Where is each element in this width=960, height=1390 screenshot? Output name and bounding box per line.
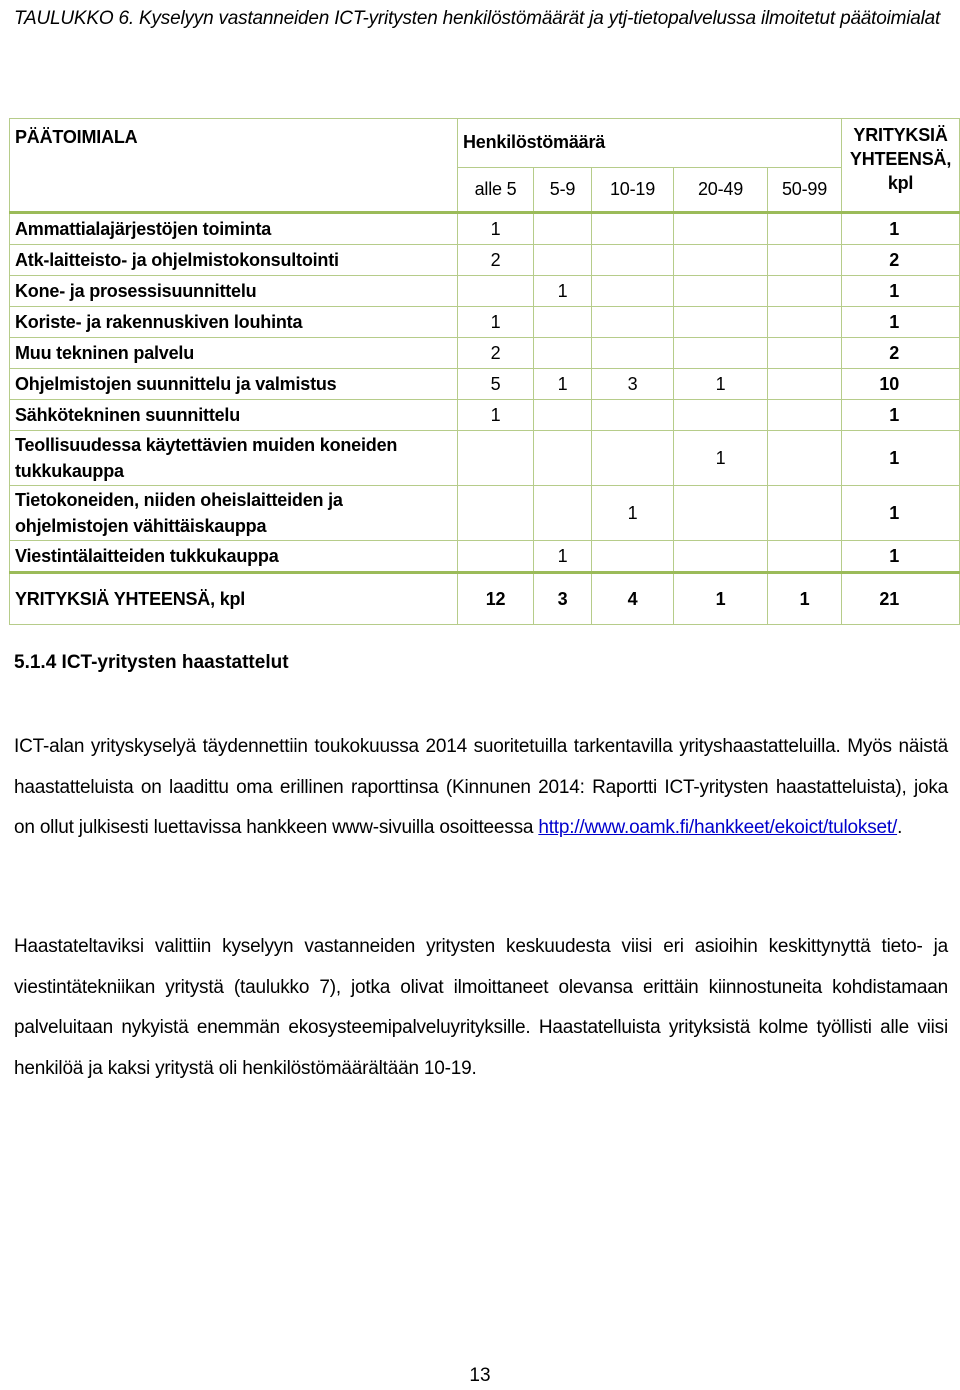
- paragraph-selection: Haastateltaviksi valittiin kyselyyn vastanneiden yritysten keskuudesta viisi eri asioihin keskittynyttä tieto- ja viestintätekniikan yritystä (taulukko 7), jotka olivat ilmoittaneet olevansa erittäin kiinnostuneita kohdistamaan palveluitaan nykyistä enemmän ekosysteemipalveluyrityksille. Haastatelluista yrityksistä kolme työllisti alle viisi henkilöä ja kaksi yritystä oli henkilöstömäärältään 10-19.: [14, 936, 948, 1079]
- cell: 1: [458, 400, 534, 431]
- cell: [458, 431, 534, 486]
- cell: [674, 276, 768, 307]
- table-row: [10, 541, 960, 573]
- cell: [592, 307, 674, 338]
- sum-cell: 1: [768, 573, 842, 625]
- table-row: [10, 245, 960, 276]
- cell: [592, 245, 674, 276]
- row-label: Ammattialajärjestöjen toiminta: [10, 213, 458, 245]
- cell: [534, 338, 592, 369]
- row-label: Sähkötekninen suunnittelu: [10, 400, 458, 431]
- cell: [768, 276, 842, 307]
- cell: 1: [674, 369, 768, 400]
- cell: [674, 213, 768, 245]
- cell: 5: [458, 369, 534, 400]
- sum-label: YRITYKSIÄ YHTEENSÄ, kpl: [10, 573, 458, 625]
- cell: [458, 276, 534, 307]
- cell: [674, 307, 768, 338]
- cell: [768, 338, 842, 369]
- table-row: [10, 431, 960, 486]
- cell: 2: [458, 245, 534, 276]
- cell: [674, 486, 768, 541]
- row-label: Atk-laitteisto- ja ohjelmistokonsultointi: [10, 245, 458, 276]
- cell: [534, 245, 592, 276]
- cell: [768, 431, 842, 486]
- header-staff-count: Henkilöstömäärä: [458, 119, 842, 168]
- cell: 2: [458, 338, 534, 369]
- cell: [534, 431, 592, 486]
- sum-cell: 4: [592, 573, 674, 625]
- staff-size-table: [9, 118, 960, 625]
- section-heading: 5.1.4 ICT-yritysten haastattelut: [14, 652, 289, 673]
- table-row: [10, 369, 960, 400]
- cell: [768, 307, 842, 338]
- row-total: 1: [842, 276, 960, 307]
- header-size-col: 10-19: [592, 167, 674, 212]
- results-link[interactable]: http://www.oamk.fi/hankkeet/ekoict/tulokset/: [538, 817, 898, 838]
- cell: 1: [458, 213, 534, 245]
- sum-row: [10, 573, 960, 625]
- row-total: 2: [842, 338, 960, 369]
- cell: 1: [592, 486, 674, 541]
- page-number: 13: [469, 1365, 491, 1386]
- cell: [592, 213, 674, 245]
- sum-cell: 1: [674, 573, 768, 625]
- row-total: 1: [842, 400, 960, 431]
- table-caption: TAULUKKO 6. Kyselyyn vastanneiden ICT-yritysten henkilöstömäärät ja ytj-tietopalvelussa ilmoitetut päätoimialat: [14, 8, 941, 29]
- cell: [674, 338, 768, 369]
- cell: [674, 541, 768, 573]
- header-size-col: alle 5: [458, 167, 534, 212]
- row-total: 10: [842, 369, 960, 400]
- cell: [674, 245, 768, 276]
- sum-cell: 3: [534, 573, 592, 625]
- cell: [768, 541, 842, 573]
- cell: [592, 276, 674, 307]
- row-label: Koriste- ja rakennuskiven louhinta: [10, 307, 458, 338]
- cell: 1: [534, 541, 592, 573]
- cell: [534, 400, 592, 431]
- paragraph-text: ICT-alan yrityskyselyä täydennettiin toukokuussa 2014 suoritetuilla tarkentavilla yrityshaastatteluilla. Myös näistä haastatteluista on laadittu oma erillinen raporttinsa (Kinnunen 2014: Raportti ICT-yritysten haastatteluista), joka on ollut julkisesti luettavissa hankkeen www-sivuilla osoitteessa: [14, 736, 948, 838]
- cell: [768, 486, 842, 541]
- row-label: Teollisuudessa käytettävien muiden koneiden tukkukauppa: [10, 431, 458, 486]
- cell: [592, 338, 674, 369]
- cell: [534, 213, 592, 245]
- cell: [768, 400, 842, 431]
- cell: [534, 486, 592, 541]
- cell: 1: [674, 431, 768, 486]
- row-total: 1: [842, 307, 960, 338]
- row-total: 1: [842, 431, 960, 486]
- paragraph-end: .: [897, 817, 903, 838]
- header-size-col: 5-9: [534, 167, 592, 212]
- cell: [768, 213, 842, 245]
- table-row: [10, 307, 960, 338]
- row-total: 1: [842, 541, 960, 573]
- cell: 3: [592, 369, 674, 400]
- cell: 1: [534, 276, 592, 307]
- cell: [674, 400, 768, 431]
- row-label: Muu tekninen palvelu: [10, 338, 458, 369]
- sum-cell: 12: [458, 573, 534, 625]
- cell: [592, 400, 674, 431]
- header-size-col: 20-49: [674, 167, 768, 212]
- cell: [458, 541, 534, 573]
- row-total: 1: [842, 486, 960, 541]
- cell: [768, 369, 842, 400]
- row-label: Viestintälaitteiden tukkukauppa: [10, 541, 458, 573]
- table-row: [10, 486, 960, 541]
- cell: [592, 431, 674, 486]
- cell: [768, 245, 842, 276]
- row-total: 1: [842, 213, 960, 245]
- header-total: YRITYKSIÄ YHTEENSÄ, kpl: [842, 119, 960, 213]
- row-label: Kone- ja prosessisuunnittelu: [10, 276, 458, 307]
- cell: [458, 486, 534, 541]
- cell: [592, 541, 674, 573]
- cell: [534, 307, 592, 338]
- table-row: [10, 213, 960, 245]
- table-row: [10, 400, 960, 431]
- table-row: [10, 338, 960, 369]
- header-main-industry: PÄÄTOIMIALA: [10, 119, 458, 213]
- cell: 1: [534, 369, 592, 400]
- header-size-col: 50-99: [768, 167, 842, 212]
- paragraph-interviews: [14, 727, 948, 849]
- row-label: Tietokoneiden, niiden oheislaitteiden ja ohjelmistojen vähittäiskauppa: [10, 486, 458, 541]
- cell: 1: [458, 307, 534, 338]
- row-total: 2: [842, 245, 960, 276]
- table-row: [10, 276, 960, 307]
- row-label: Ohjelmistojen suunnittelu ja valmistus: [10, 369, 458, 400]
- sum-total: 21: [842, 573, 960, 625]
